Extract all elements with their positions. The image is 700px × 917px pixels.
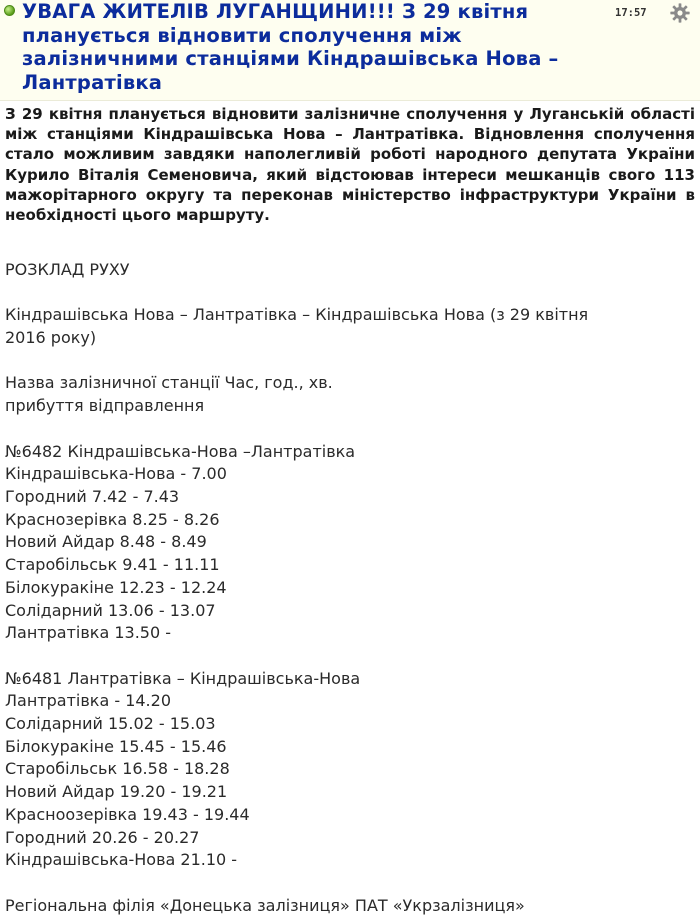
list-item: Лантратівка - 14.20 — [5, 691, 171, 711]
list-item: Красноозерівка 19.43 - 19.44 — [5, 804, 250, 824]
list-item: Новий Айдар 19.20 - 19.21 — [5, 782, 228, 802]
list-item: Білокуракіне 15.45 - 15.46 — [5, 736, 227, 756]
spacer — [5, 872, 695, 895]
train-title: №6482 Кіндрашівська-Нова –Лантратівка — [5, 441, 356, 461]
news-header — [0, 0, 700, 101]
article-lead: З 29 квітня планується відновити залізничне сполучення у Луганській області між станціями Кіндрашівська Нова – Лантратівка. Відновлення сполучення стало можливим завдяки наполегливій роботі народного депутата України Курило Віталія Семеновича, який відстоював інтереси мешканців свого 113 мажорітарного округу та переконав міністерство інфраструктури України в необхідності цього маршруту. — [5, 105, 695, 225]
spacer — [5, 418, 695, 441]
list-item: Солідарний 15.02 - 15.03 — [5, 714, 216, 733]
list-item: Старобільськ 16.58 - 18.28 — [5, 759, 230, 779]
train-title: №6481 Лантратівка – Кіндрашівська-Нова — [5, 668, 361, 688]
list-item: Городний 7.42 - 7.43 — [5, 486, 180, 506]
list-item: Солідарний 13.06 - 13.07 — [5, 600, 216, 620]
gear-icon[interactable] — [669, 2, 691, 24]
article-footer: Регіональна філія «Донецька залізниця» ПАТ «Укрзалізниця» — [5, 895, 525, 915]
route-line: Кіндрашівська Нова – Лантратівка – Кіндрашівська Нова (з 29 квітня — [5, 305, 589, 325]
list-item: Кіндрашівська-Нова 21.10 - — [5, 850, 238, 870]
news-title[interactable]: УВАГА ЖИТЕЛІВ ЛУГАНЩИНИ!!! З 29 квітня планується відновити сполучення між залізничними станціями Кіндрашівська Нова – Лантратівка — [22, 0, 559, 94]
list-item: Новий Айдар 8.48 - 8.49 — [5, 532, 207, 552]
article-body — [5, 259, 695, 917]
spacer — [5, 645, 695, 668]
list-item: Білокуракіне 12.23 - 12.24 — [5, 577, 227, 597]
list-item: Старобільськ 9.41 - 11.11 — [5, 555, 220, 575]
schedule-heading: РОЗКЛАД РУХУ — [5, 260, 130, 279]
list-item: Лантратівка 13.50 - — [5, 623, 171, 643]
list-item: Кіндрашівська-Нова - 7.00 — [5, 464, 227, 484]
news-time: 17:57 — [615, 7, 647, 19]
table-header: Назва залізничної станції Час, год., хв. — [5, 373, 333, 393]
green-dot-icon — [4, 5, 15, 16]
spacer — [5, 282, 695, 305]
list-item: Городний 20.26 - 20.27 — [5, 827, 200, 847]
route-line: 2016 року) — [5, 328, 97, 348]
spacer — [5, 350, 695, 373]
list-item: Краснозерівка 8.25 - 8.26 — [5, 509, 220, 529]
table-header: прибуття відправлення — [5, 396, 205, 416]
